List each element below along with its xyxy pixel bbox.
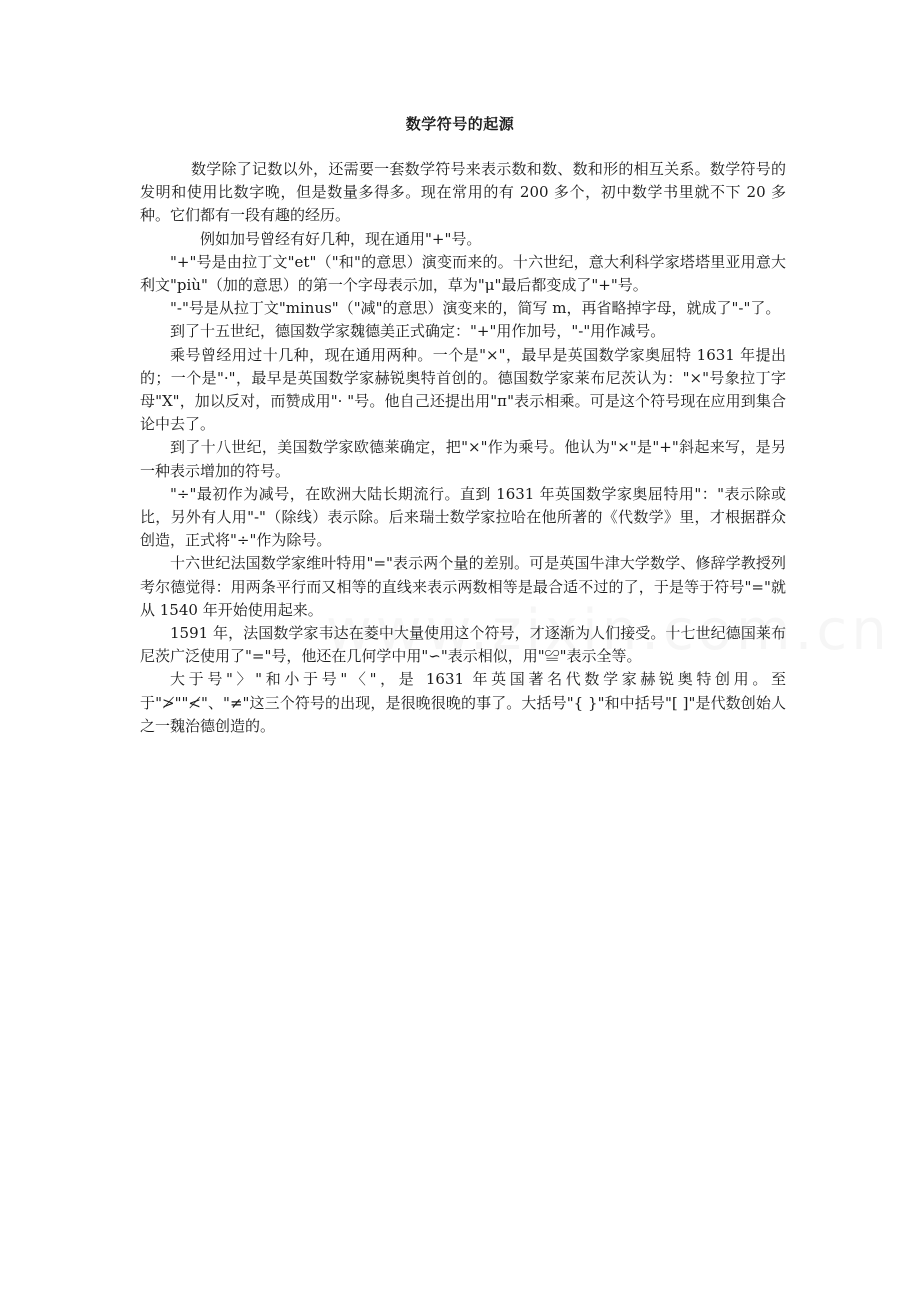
paragraph-comparison-signs: 大于号"〉"和小于号"〈"，是 1631 年英国著名代数学家赫锐奥特创用。至于"≯""≮"、"≠"这三个符号的出现，是很晚很晚的事了。大括号"{ }"和中括号"[ ]"是代数创始人之一魏治德创造的。 [140, 670, 786, 735]
paragraph-equals-adoption: 1591 年，法国数学家韦达在菱中大量使用这个符号，才逐渐为人们接受。十七世纪德国莱布尼茨广泛使用了"="号，他还在几何学中用"∽"表示相似，用"≌"表示全等。 [140, 624, 786, 666]
paragraph-equals-origin: 十六世纪法国数学家维叶特用"="表示两个量的差别。可是英国牛津大学数学、修辞学教授列考尔德觉得：用两条平行而又相等的直线来表示两数相等是最合适不过的了，于是等于符号"="就从 1540 年开始使用起来。 [140, 554, 786, 619]
paragraph-plus-example: 例如加号曾经有好几种，现在通用"+"号。 [200, 229, 482, 248]
paragraph-intro: 数学除了记数以外，还需要一套数学符号来表示数和数、数和形的相互关系。数学符号的发明和使用比数字晚，但是数量多得多。现在常用的有 200 多个，初中数学书里就不下 20 多种。它们都有一段有趣的经历。 [140, 160, 786, 225]
paragraph-eighteenth-century: 到了十八世纪，美国数学家欧德莱确定，把"×"作为乘号。他认为"×"是"+"斜起来写，是另一种表示增加的符号。 [140, 438, 786, 480]
paragraph-minus-origin: "-"号是从拉丁文"minus"（"减"的意思）演变来的，简写 m，再省略掉字母，就成了"-"了。 [170, 299, 781, 318]
document-title: 数学符号的起源 [405, 115, 515, 133]
paragraph-plus-origin: "+"号是由拉丁文"et"（"和"的意思）演变而来的。十六世纪，意大利科学家塔塔里亚用意大利文"più"（加的意思）的第一个字母表示加，草为"μ"最后都变成了"+"号。 [140, 252, 786, 295]
paragraph-multiplication: 乘号曾经用过十几种，现在通用两种。一个是"×"，最早是英国数学家奥屈特 1631 年提出的；一个是"·"，最早是英国数学家赫锐奥特首创的。德国数学家莱布尼茨认为："×"号象拉丁字母"X"，加以反对，而赞成用"· "号。他自己还提出用"п"表示相乘。可是这个符号现在应用到集合论中去了。 [140, 345, 786, 434]
document-body [140, 158, 786, 738]
paragraph-division: "÷"最初作为减号，在欧洲大陆长期流行。直到 1631 年英国数学家奥屈特用"："表示除或比，另外有人用"-"（除线）表示除。后来瑞士数学家拉哈在他所著的《代数学》里，才根据群众创造，正式将"÷"作为除号。 [140, 484, 786, 550]
paragraph-fifteenth-century: 到了十五世纪，德国数学家魏德美正式确定："+"用作加号，"-"用作减号。 [170, 322, 666, 341]
